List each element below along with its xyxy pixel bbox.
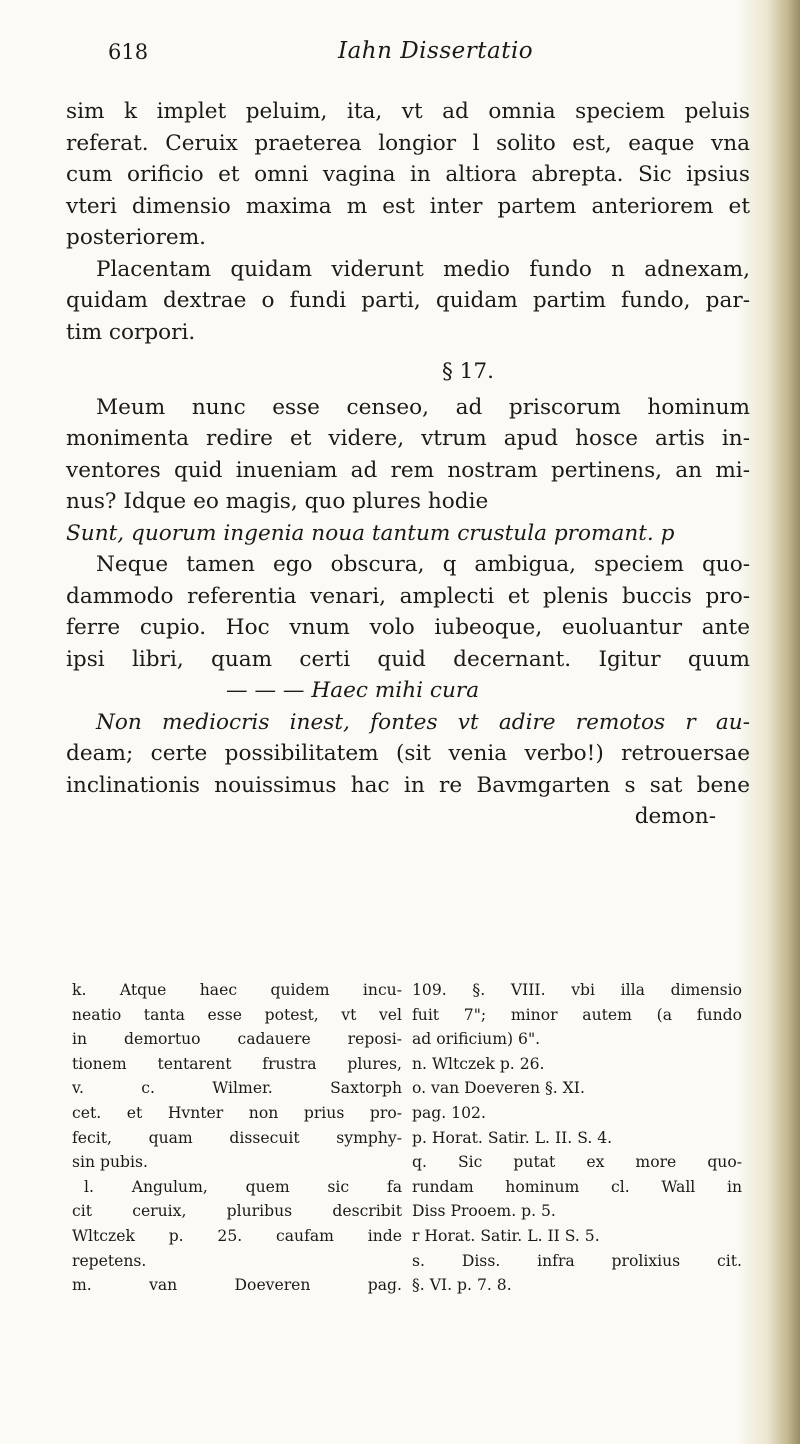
- text-line: deam; certe possibilitatem (sit venia verbo!) retrouersae: [66, 741, 750, 766]
- footnote-line: Wltczek p. 25. caufam inde: [72, 1226, 402, 1245]
- quotation-line: — — — Haec mihi cura: [226, 678, 480, 703]
- text-line: referat. Ceruix praeterea longior l solito est, eaque vna: [66, 130, 750, 156]
- page-edge-shadow: [768, 0, 800, 1444]
- footnote-line: o. van Doeveren §. XI.: [412, 1079, 585, 1098]
- text-line: ferre cupio. Hoc vnum volo iubeoque, euoluantur ante: [66, 615, 750, 640]
- footnote-line: r Horat. Satir. L. II S. 5.: [412, 1226, 600, 1245]
- text-line: ventores quid inueniam ad rem nostram pertinens, an mi-: [66, 457, 750, 483]
- footnote-line: fuit 7"; minor autem (a fundo: [412, 1005, 742, 1024]
- running-title: Iahn Dissertatio: [338, 38, 534, 64]
- section-heading: § 17.: [441, 359, 494, 384]
- footnote-line: tionem tentarent frustra plures,: [72, 1054, 402, 1073]
- footnotes-left-column: [72, 978, 402, 1298]
- footnote-line: neatio tanta esse potest, vt vel: [72, 1005, 402, 1024]
- footnote-line: §. VI. p. 7. 8.: [412, 1276, 512, 1295]
- footnote-line: 109. §. VIII. vbi illa dimensio: [412, 981, 742, 999]
- text-line: monimenta redire et videre, vtrum apud hosce artis in-: [66, 426, 750, 451]
- main-text: [66, 96, 750, 833]
- footnote-line: l. Angulum, quem sic fa: [84, 1177, 402, 1196]
- quotation-line: Sunt, quorum ingenia noua tantum crustula promant. p: [66, 520, 675, 546]
- footnote-line: n. Wltczek p. 26.: [412, 1054, 545, 1073]
- quotation-line: Non mediocris inest, fontes vt adire remotos r au-: [96, 709, 750, 735]
- footnote-line: rundam hominum cl. Wall in: [412, 1177, 742, 1196]
- footnote-line: q. Sic putat ex more quo-: [412, 1153, 742, 1172]
- text-line: tim corpori.: [66, 319, 196, 345]
- text-line: inclinationis nouissimus hac in re Bavmgarten s sat bene: [66, 772, 750, 798]
- text-line: cum orificio et omni vagina in altiora abrepta. Sic ipsius: [66, 162, 750, 187]
- footnote-line: Diss Prooem. p. 5.: [412, 1202, 556, 1221]
- running-header: [70, 40, 760, 80]
- footnote-line: k. Atque haec quidem incu-: [72, 981, 402, 999]
- footnote-line: in demortuo cadauere reposi-: [72, 1030, 402, 1049]
- footnote-line: cet. et Hvnter non prius pro-: [72, 1103, 402, 1122]
- footnote-line: sin pubis.: [72, 1153, 148, 1172]
- page-number: 618: [108, 40, 149, 64]
- footnotes-right-column: [412, 978, 742, 1298]
- footnote-line: s. Diss. infra prolixius cit.: [412, 1251, 742, 1270]
- footnote-line: cit ceruix, pluribus describit: [72, 1202, 402, 1221]
- footnote-line: pag. 102.: [412, 1103, 486, 1122]
- footnote-line: repetens.: [72, 1251, 147, 1270]
- text-line: Placentam quidam viderunt medio fundo n adnexam,: [96, 256, 750, 282]
- text-line: nus? Idque eo magis, quo plures hodie: [66, 489, 489, 514]
- text-line: posteriorem.: [66, 225, 207, 250]
- text-line: Meum nunc esse censeo, ad priscorum hominum: [96, 394, 750, 420]
- footnote-line: ad orificium) 6".: [412, 1030, 541, 1049]
- footnote-line: v. c. Wilmer. Saxtorph: [72, 1079, 402, 1098]
- text-line: quidam dextrae o fundi parti, quidam partim fundo, par-: [66, 288, 750, 313]
- text-line: ipsi libri, quam certi quid decernant. Igitur quum: [66, 646, 750, 672]
- footnote-line: p. Horat. Satir. L. II. S. 4.: [412, 1128, 613, 1147]
- footnote-line: fecit, quam dissecuit symphy-: [72, 1128, 402, 1147]
- text-line: sim k implet peluim, ita, vt ad omnia speciem peluis: [66, 99, 750, 124]
- text-line: Neque tamen ego obscura, q ambigua, speciem quo-: [96, 552, 750, 577]
- footnote-line: m. van Doeveren pag.: [72, 1276, 402, 1295]
- text-line: vteri dimensio maxima m est inter partem anteriorem et: [66, 193, 750, 219]
- text-line: dammodo referentia venari, amplecti et plenis buccis pro-: [66, 583, 750, 609]
- catchword: demon-: [634, 804, 716, 829]
